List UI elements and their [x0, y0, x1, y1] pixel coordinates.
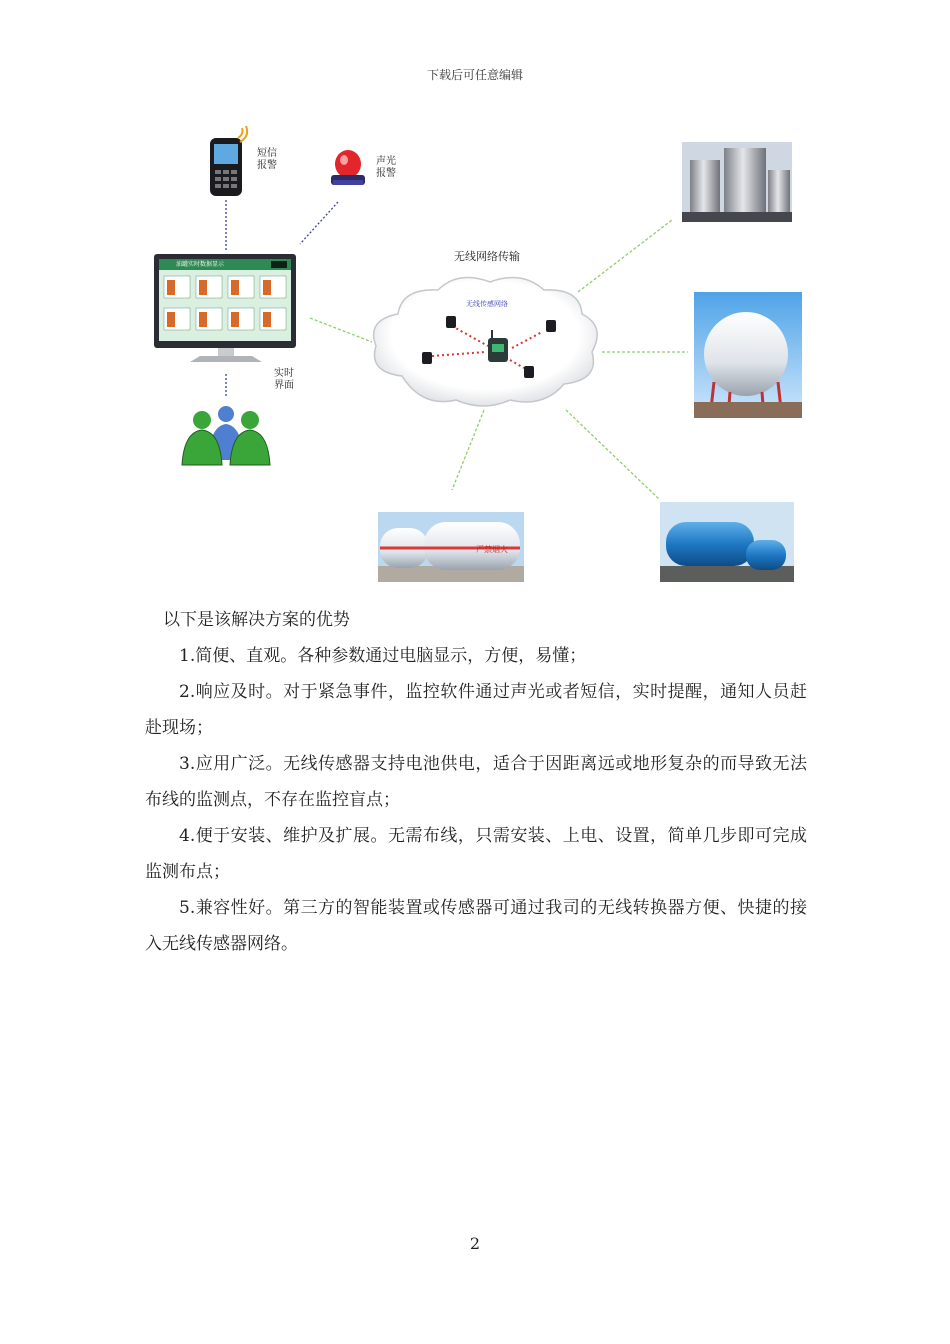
blue-tanks-photo [660, 502, 794, 582]
sms-alarm-label: 短信 报警 [257, 148, 277, 171]
diagram-graphics [140, 120, 820, 600]
page-number: 2 [469, 1234, 481, 1253]
wireless-transmission-title: 无线网络传输 [454, 250, 520, 263]
people-icon [182, 406, 270, 465]
advantages-intro: 以下是该解决方案的优势 [163, 610, 350, 630]
advantage-item: 3.应用广泛。无线传感器支持电池供电，适合于因距离远或地形复杂的而导致无法布线的监测点，不存在监控盲点； [145, 754, 807, 810]
realtime-interface-label: 实时 界面 [274, 368, 294, 391]
truck-tank-text: 严禁烟火 [476, 545, 508, 554]
spherical-tank-photo [694, 292, 802, 418]
system-diagram [140, 120, 820, 600]
advantage-item: 2.响应及时。对于紧急事件，监控软件通过声光或者短信，实时提醒，通知人员赶赴现场； [145, 682, 807, 738]
steel-silos-photo [682, 142, 792, 222]
sensor-network-label: 无线传感网络 [466, 300, 508, 308]
page-header: 下载后可任意编辑 [426, 68, 523, 82]
advantages-text [145, 602, 807, 962]
phone-icon [210, 126, 247, 196]
advantage-item: 1.简便、直观。各种参数通过电脑显示，方便，易懂； [179, 646, 587, 666]
monitor-icon [154, 254, 296, 362]
sound-light-alarm-label: 声光 报警 [376, 156, 396, 179]
advantage-item: 5.兼容性好。第三方的智能装置或传感器可通过我司的无线转换器方便、快捷的接入无线传感器网络。 [145, 898, 807, 954]
monitor-screen-title: 油罐实时数据显示 [176, 261, 225, 268]
advantage-item: 4.便于安装、维护及扩展。无需布线，只需安装、上电、设置，简单几步即可完成监测布点； [145, 826, 807, 882]
alarm-light-icon [331, 150, 365, 185]
cloud-network [374, 278, 598, 407]
